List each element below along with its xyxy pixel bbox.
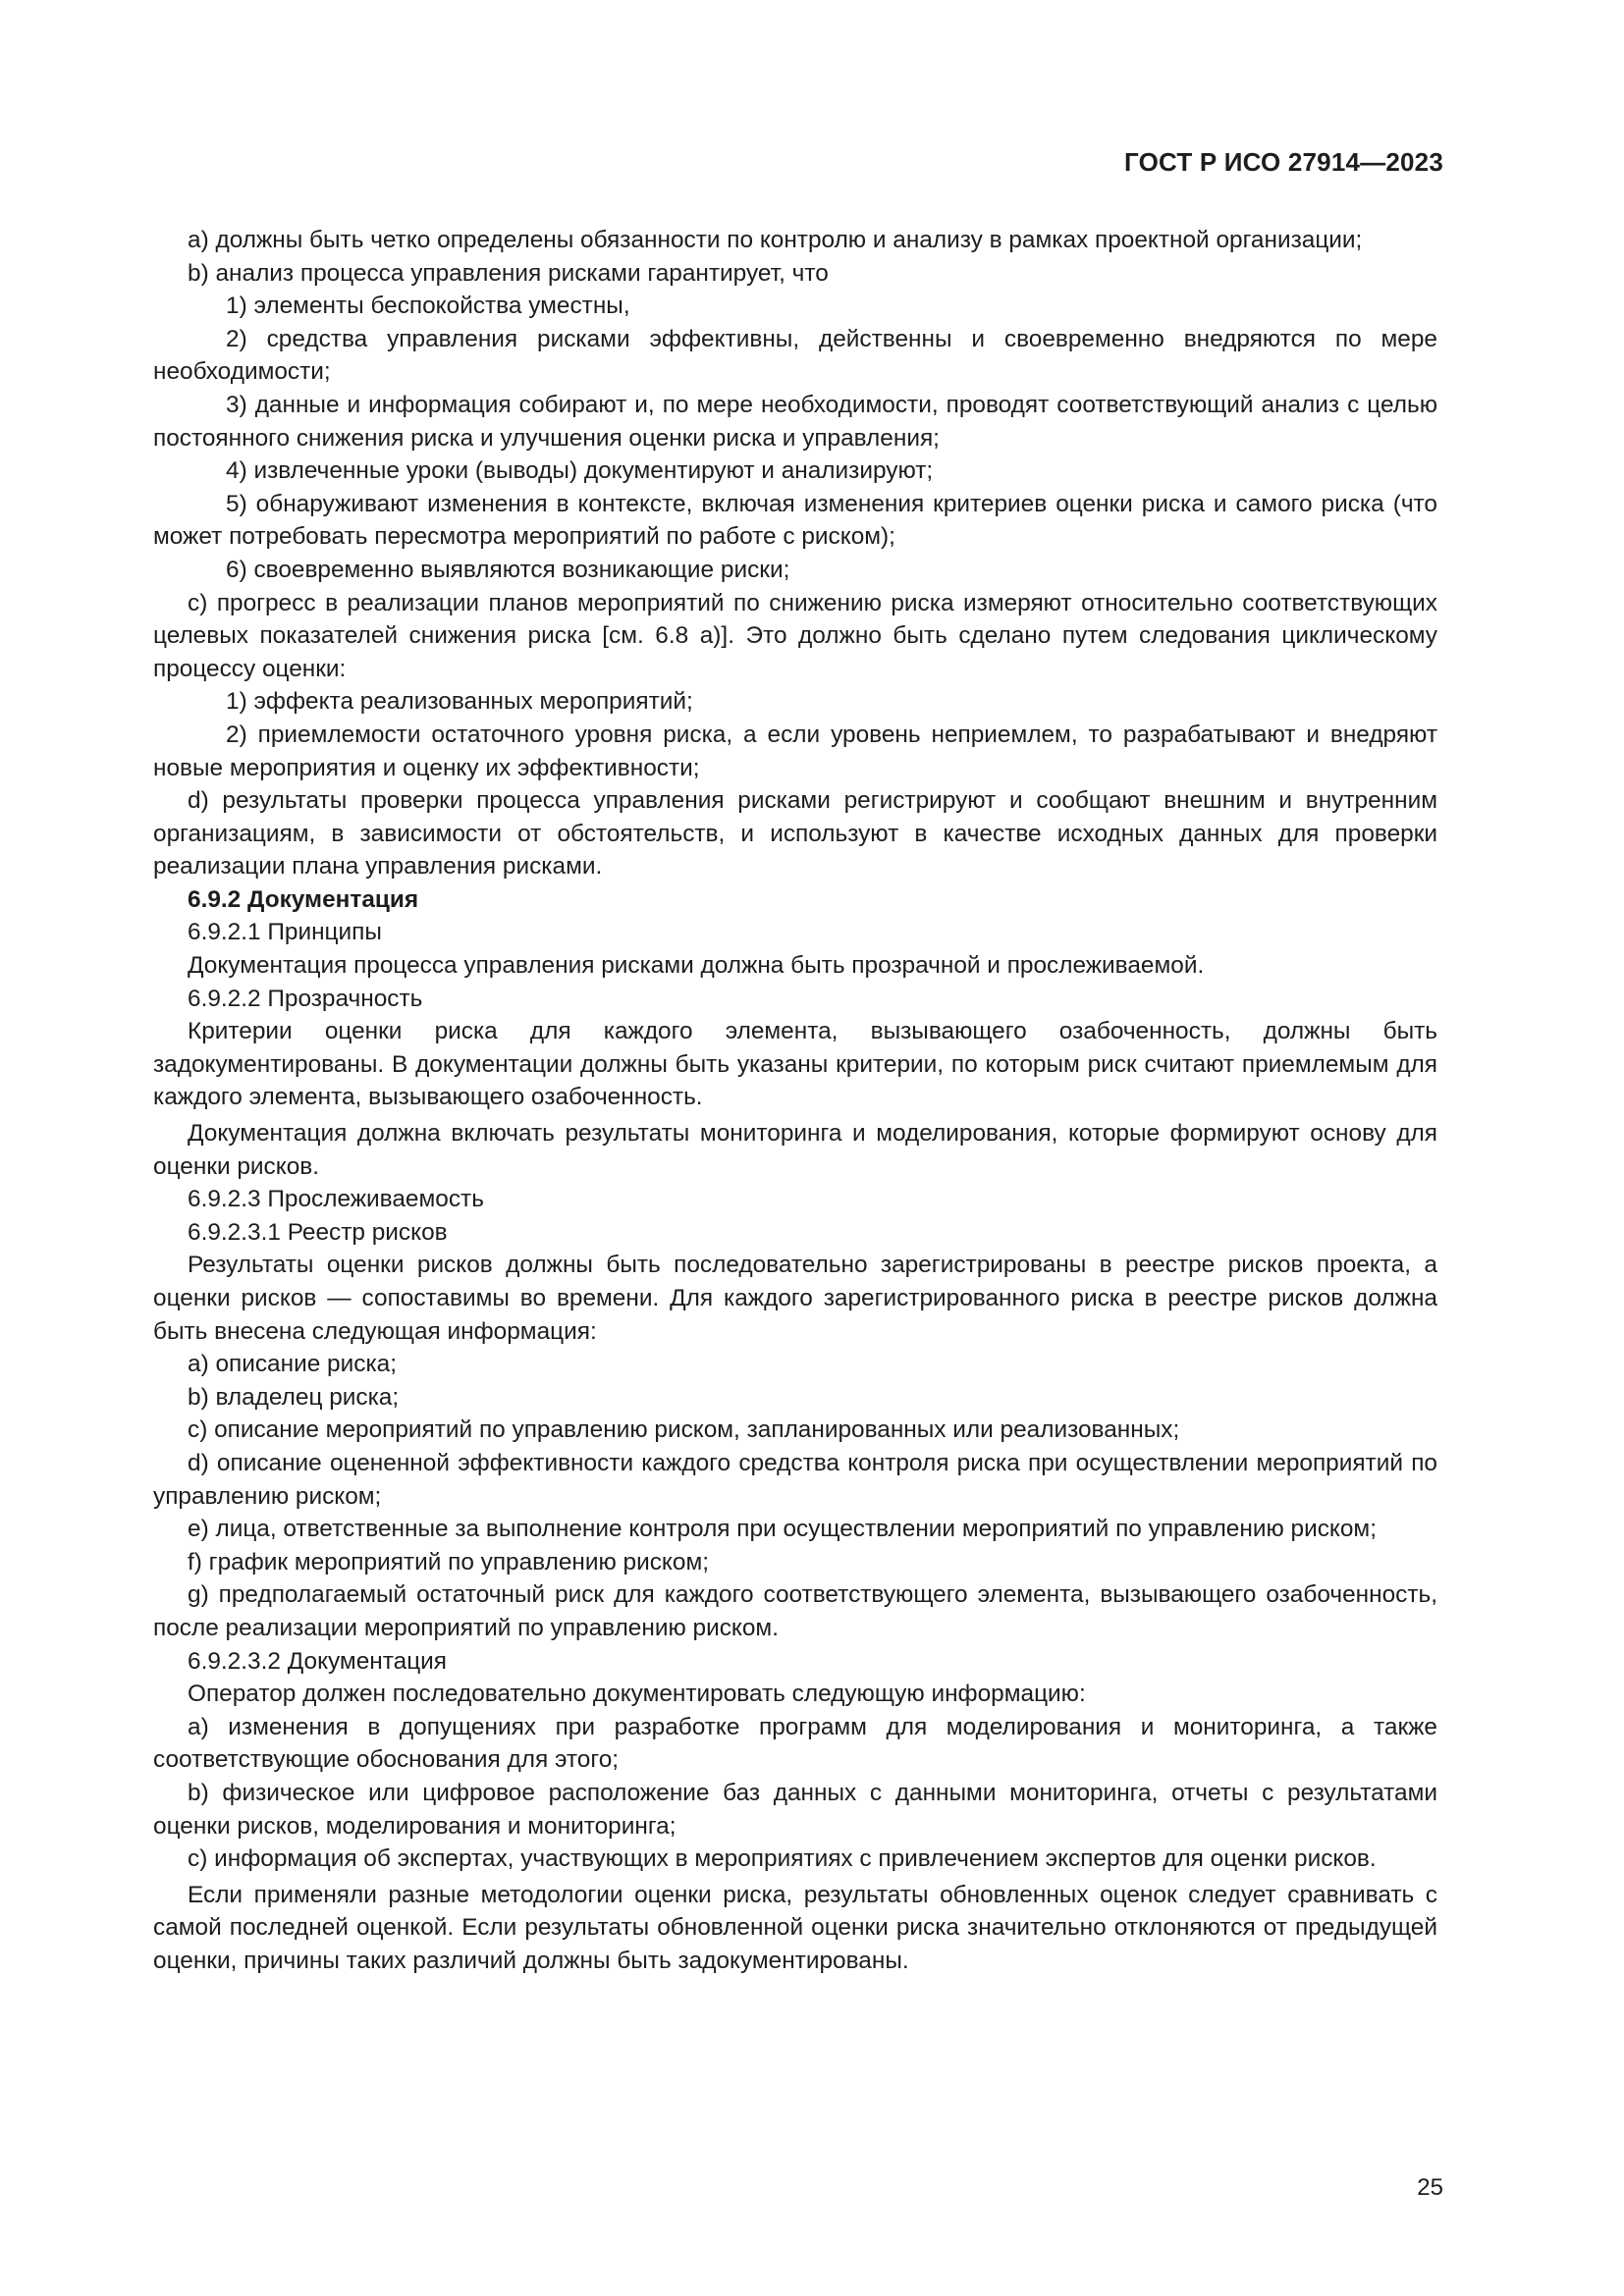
paragraph: g) предполагаемый остаточный риск для каждого соответствующего элемента, вызывающего озабоченность, после реализации мероприятий по управлению риском. xyxy=(153,1581,1437,1641)
paragraph: a) описание риска; xyxy=(188,1351,397,1378)
paragraph: 3) данные и информация собирают и, по мере необходимости, проводят соответствующий анализ с целью постоянного снижения риска и улучшения оценки риска и управления; xyxy=(153,391,1437,452)
document-body xyxy=(153,224,1437,1977)
paragraph: a) изменения в допущениях при разработке программ для моделирования и мониторинга, а также соответствующие обоснования для этого; xyxy=(153,1713,1437,1774)
paragraph: f) график мероприятий по управлению риском; xyxy=(188,1548,709,1575)
paragraph: Оператор должен последовательно документировать следующую информацию: xyxy=(188,1681,1086,1708)
paragraph: Если применяли разные методологии оценки риска, результаты обновленных оценок следует сравнивать с самой последней оценкой. Если результаты обновленной оценки риска значительно отклоняются от предыдущей оценки, причины таких различий должны быть задокументированы. xyxy=(153,1881,1437,1974)
paragraph: d) результаты проверки процесса управления рисками регистрируют и сообщают внешним и внутренним организациям, в зависимости от обстоятельств, и используют в качестве исходных данных для проверки реализации плана управления рисками. xyxy=(153,787,1437,881)
paragraph: e) лица, ответственные за выполнение контроля при осуществлении мероприятий по управлению риском; xyxy=(188,1516,1377,1543)
document-header: ГОСТ Р ИСО 27914—2023 xyxy=(1123,147,1443,177)
page-number: 25 xyxy=(1417,2174,1443,2201)
paragraph: c) информация об экспертах, участвующих в мероприятиях с привлечением экспертов для оценки рисков. xyxy=(188,1845,1377,1873)
paragraph: 1) элементы беспокойства уместны, xyxy=(226,293,630,320)
paragraph: Документация процесса управления рисками должна быть прозрачной и прослеживаемой. xyxy=(188,952,1205,980)
paragraph: 6.9.2.3 Прослеживаемость xyxy=(188,1186,484,1213)
paragraph: d) описание оцененной эффективности каждого средства контроля риска при осуществлении мероприятий по управлению риском; xyxy=(153,1449,1437,1510)
paragraph: 5) обнаруживают изменения в контексте, включая изменения критериев оценки риска и самого риска (что может потребовать пересмотра мероприятий по работе с риском); xyxy=(153,490,1437,551)
paragraph: 6.9.2.1 Принципы xyxy=(188,919,382,946)
paragraph: Результаты оценки рисков должны быть последовательно зарегистрированы в реестре рисков проекта, а оценки рисков — сопоставимы во времени. Для каждого зарегистрированного риска в реестре рисков должна быть внесена следующая информация: xyxy=(153,1252,1437,1345)
paragraph: 6.9.2.2 Прозрачность xyxy=(188,985,423,1012)
paragraph: b) анализ процесса управления рисками гарантирует, что xyxy=(188,259,829,287)
section-heading: 6.9.2 Документация xyxy=(188,885,419,913)
paragraph: 4) извлеченные уроки (выводы) документируют и анализируют; xyxy=(226,457,934,485)
paragraph: c) описание мероприятий по управлению риском, запланированных или реализованных; xyxy=(188,1416,1180,1444)
paragraph: c) прогресс в реализации планов мероприятий по снижению риска измеряют относительно соответствующих целевых показателей снижения риска [см. 6.8 a)]. Это должно быть сделано путем следования циклическому процессу оценки: xyxy=(153,589,1437,682)
paragraph: 6.9.2.3.2 Документация xyxy=(188,1647,447,1675)
paragraph: b) владелец риска; xyxy=(188,1383,400,1411)
paragraph: 6) своевременно выявляются возникающие риски; xyxy=(226,556,790,583)
paragraph: Документация должна включать результаты мониторинга и моделирования, которые формируют основу для оценки рисков. xyxy=(153,1120,1437,1180)
paragraph: a) должны быть четко определены обязанности по контролю и анализу в рамках проектной организации; xyxy=(188,227,1363,253)
paragraph: 6.9.2.3.1 Реестр рисков xyxy=(188,1218,448,1246)
paragraph: Критерии оценки риска для каждого элемента, вызывающего озабоченность, должны быть задокументированы. В документации должны быть указаны критерии, по которым риск считают приемлемым для каждого элемента, вызывающего озабоченность. xyxy=(153,1018,1437,1111)
paragraph: 2) средства управления рисками эффективны, действенны и своевременно внедряются по мере необходимости; xyxy=(153,325,1437,386)
paragraph: 2) приемлемости остаточного уровня риска, а если уровень неприемлем, то разрабатывают и внедряют новые мероприятия и оценку их эффективности; xyxy=(153,721,1437,781)
paragraph: 1) эффекта реализованных мероприятий; xyxy=(226,688,693,716)
paragraph: b) физическое или цифровое расположение баз данных с данными мониторинга, отчеты с результатами оценки рисков, моделирования и мониторинга; xyxy=(153,1779,1437,1840)
